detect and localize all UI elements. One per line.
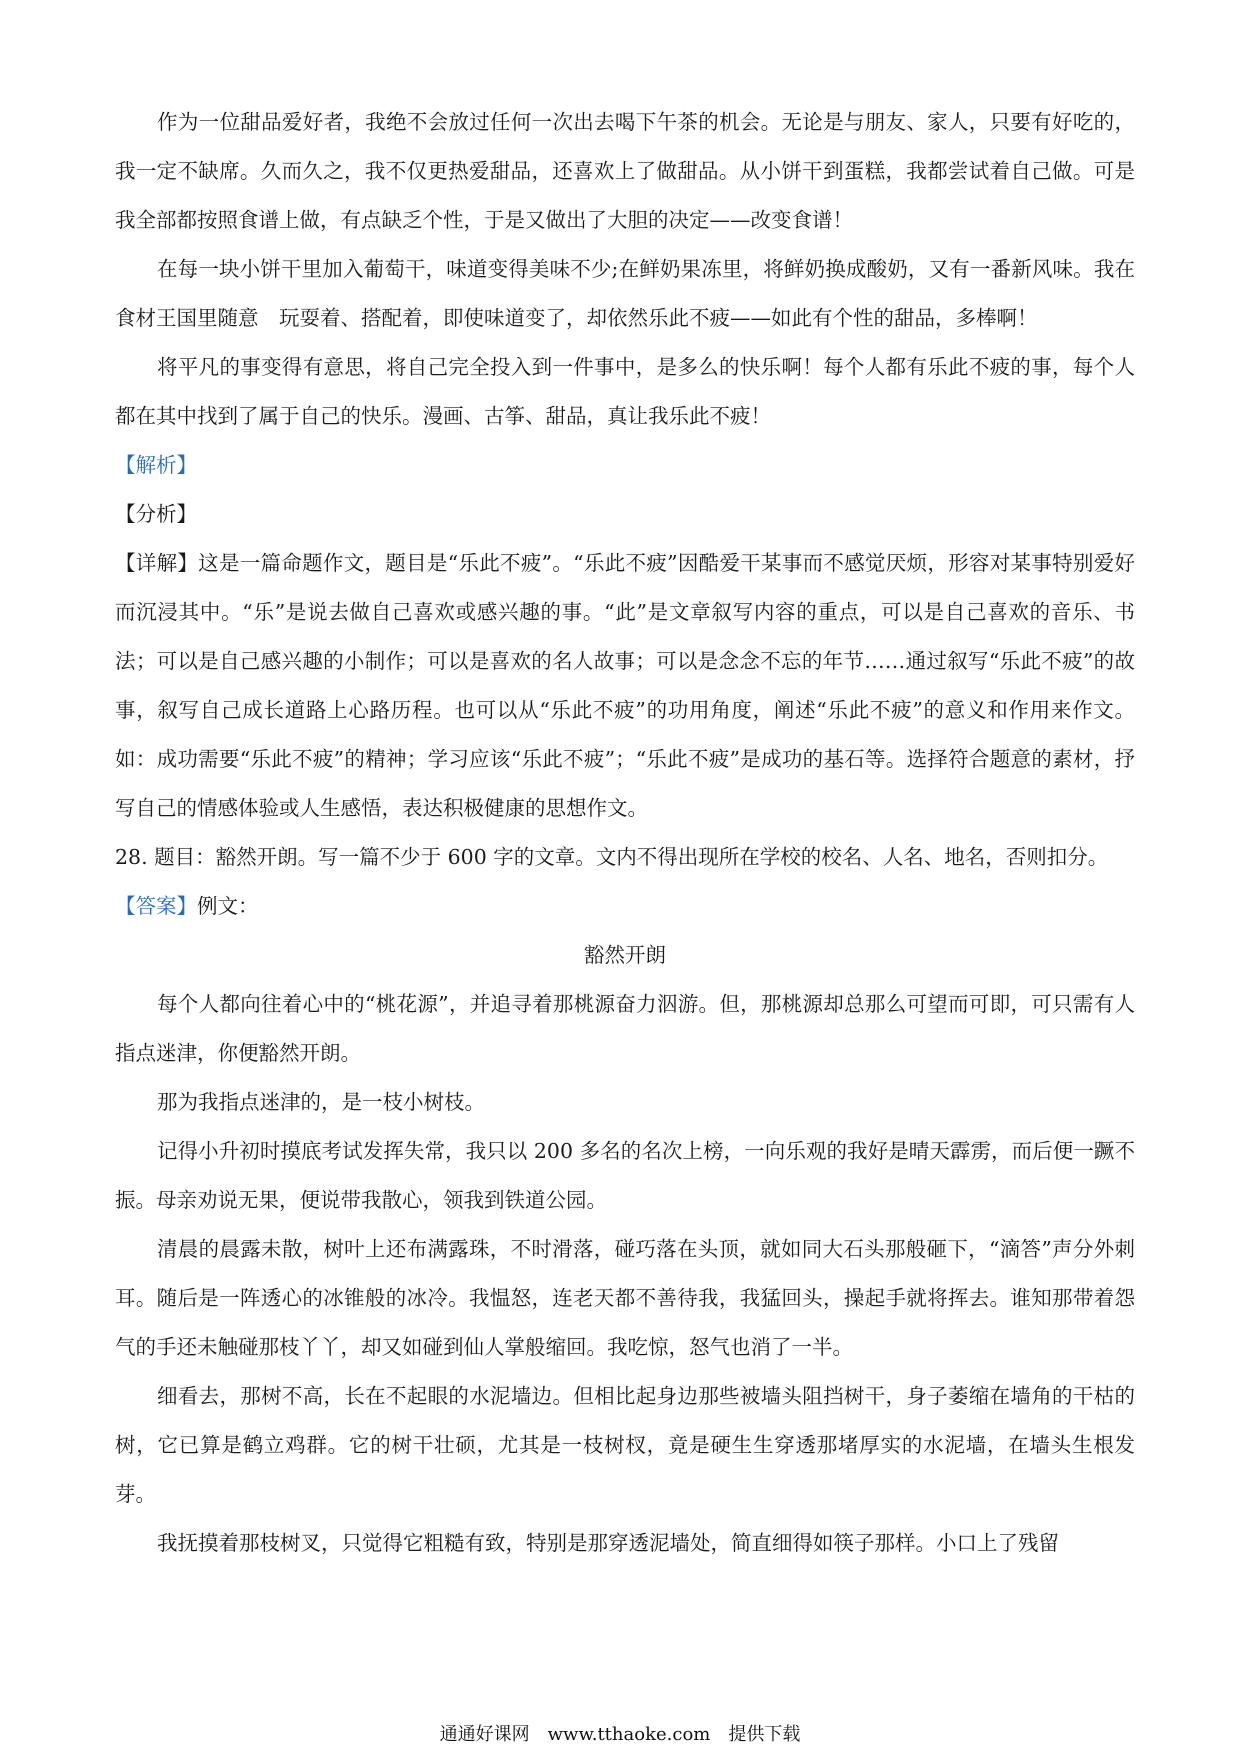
essay1-paragraph-3: 将平凡的事变得有意思，将自己完全投入到一件事中，是多么的快乐啊！每个人都有乐此不疲的事，每个人都在其中找到了属于自己的快乐。漫画、古筝、甜品，真让我乐此不疲！ (115, 355, 1135, 428)
essay2-paragraph: 那为我指点迷津的，是一枝小树枝。 (157, 1090, 485, 1114)
essay-title: 豁然开朗 (584, 943, 666, 967)
xiangjie-text: 这是一篇命题作文，题目是“乐此不疲”。“乐此不疲”因酷爱干某事而不感觉厌烦，形容对某事特别爱好而沉浸其中。“乐”是说去做自己喜欢或感兴趣的事。“此”是文章叙写内容的重点，可以是自己喜欢的音乐、书法；可以是自己感兴趣的小制作；可以是喜欢的名人故事；可以是念念不忘的年节……通过叙写“乐此不疲”的故事，叙写自己成长道路上心路历程。也可以从“乐此不疲”的功用角度，阐述“乐此不疲”的意义和作用来作文。如：成功需要“乐此不疲”的精神；学习应该“乐此不疲”；“乐此不疲”是成功的基石等。选择符合题意的素材，抒写自己的情感体验或人生感悟，表达积极健康的思想作文。 (115, 551, 1136, 820)
essay2-paragraph: 记得小升初时摸底考试发挥失常，我只以 200 多名的名次上榜，一向乐观的我好是晴天霹雳，而后便一蹶不振。母亲劝说无果，便说带我散心，领我到铁道公园。 (115, 1139, 1135, 1212)
answer-suffix: 例文： (197, 894, 259, 918)
fenxi-label: 【分析】 (115, 502, 197, 526)
essay1-paragraph-2: 在每一块小饼干里加入葡萄干，味道变得美味不少;在鲜奶果冻里，将鲜奶换成酸奶，又有一番新风味。我在食材王国里随意 玩耍着、搭配着，即使味道变了，却依然乐此不疲——如此有个性的甜品，多棒啊！ (115, 257, 1135, 330)
xiangjie-label: 【详解】 (115, 551, 199, 575)
footer-watermark: 通通好课网 www.tthaoke.com 提供下载 (439, 1724, 801, 1745)
jiexi-label: 【解析】 (115, 453, 197, 477)
essay2-paragraph: 我抚摸着那枝树叉，只觉得它粗糙有致，特别是那穿透泥墙处，简直细得如筷子那样。小口上了残留 (157, 1531, 1059, 1555)
essay2-paragraph: 细看去，那树不高，长在不起眼的水泥墙边。但相比起身边那些被墙头阻挡树干，身子萎缩在墙角的干枯的树，它已算是鹤立鸡群。它的树干壮硕，尤其是一枝树杈，竟是硬生生穿透那堵厚实的水泥墙，在墙头生根发芽。 (115, 1384, 1135, 1506)
question-28: 28. 题目：豁然开朗。写一篇不少于 600 字的文章。文内不得出现所在学校的校名、人名、地名，否则扣分。 (115, 845, 1109, 869)
essay2-paragraph: 每个人都向往着心中的“桃花源”，并追寻着那桃源奋力泅游。但，那桃源却总那么可望而可即，可只需有人指点迷津，你便豁然开朗。 (115, 992, 1135, 1065)
document-page (115, 98, 1135, 1568)
essay1-paragraph-1: 作为一位甜品爱好者，我绝不会放过任何一次出去喝下午茶的机会。无论是与朋友、家人，只要有好吃的，我一定不缺席。久而久之，我不仅更热爱甜品，还喜欢上了做甜品。从小饼干到蛋糕，我都尝试着自己做。可是我全部都按照食谱上做，有点缺乏个性，于是又做出了大胆的决定——改变食谱！ (115, 110, 1135, 232)
essay2-paragraph: 清晨的晨露未散，树叶上还布满露珠，不时滑落，碰巧落在头顶，就如同大石头那般砸下，“滴答”声分外刺耳。随后是一阵透心的冰锥般的冰冷。我愠怒，连老天都不善待我，我猛回头，操起手就将挥去。谁知那带着怨气的手还未触碰那枝丫丫，却又如碰到仙人掌般缩回。我吃惊，怒气也消了一半。 (115, 1237, 1135, 1359)
xiangjie-paragraph (115, 539, 1135, 833)
answer-label: 【答案】 (115, 894, 197, 918)
answer-line (115, 882, 1135, 931)
